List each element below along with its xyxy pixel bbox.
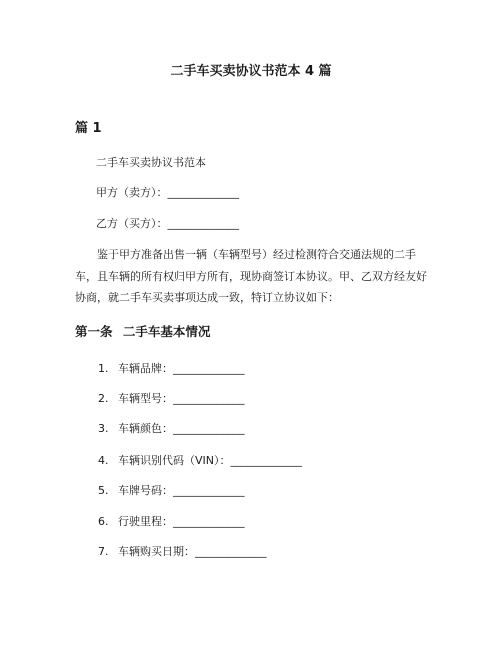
party-b-line: 乙方（买方）：_____________ — [96, 217, 239, 230]
list-item-number: 7. — [98, 545, 109, 558]
list-item — [98, 452, 302, 470]
list-item — [98, 543, 267, 561]
list-item-text: 车辆购买日期：_____________ — [118, 545, 267, 558]
list-item — [98, 420, 245, 438]
list-item-text: 车辆识别代码（VIN）：_____________ — [118, 454, 302, 467]
article-one-title: 第一条 二手车基本情况 — [75, 324, 211, 339]
agreement-subtitle: 二手车买卖协议书范本 — [96, 156, 206, 169]
list-item — [98, 482, 245, 500]
document-title: 二手车买卖协议书范本 4 篇 — [170, 64, 332, 79]
list-item-number: 6. — [98, 515, 109, 528]
list-item-number: 3. — [98, 422, 109, 435]
list-item — [98, 360, 245, 378]
list-item — [98, 390, 245, 408]
list-item-number: 2. — [98, 392, 109, 405]
preamble-paragraph: 鉴于甲方准备出售一辆（车辆型号）经过检测符合交通法规的二手车，且车辆的所有权归甲方所有，现协商签订本协议。甲、乙双方经友好协商，就二手车买卖事项达成一致，特订立协议如下： — [75, 248, 427, 304]
list-item-text: 车辆颜色：_____________ — [118, 422, 245, 435]
list-item-number: 1. — [98, 362, 109, 375]
list-item-text: 车辆型号：_____________ — [118, 392, 245, 405]
list-item-number: 5. — [98, 484, 109, 497]
list-item-text: 行驶里程：_____________ — [118, 515, 245, 528]
list-item-text: 车辆品牌：_____________ — [118, 362, 245, 375]
list-item — [98, 513, 245, 531]
section-heading: 篇 1 — [75, 121, 102, 136]
list-item-text: 车牌号码：_____________ — [118, 484, 245, 497]
party-a-line: 甲方（卖方）：_____________ — [96, 186, 239, 199]
list-item-number: 4. — [98, 454, 109, 467]
